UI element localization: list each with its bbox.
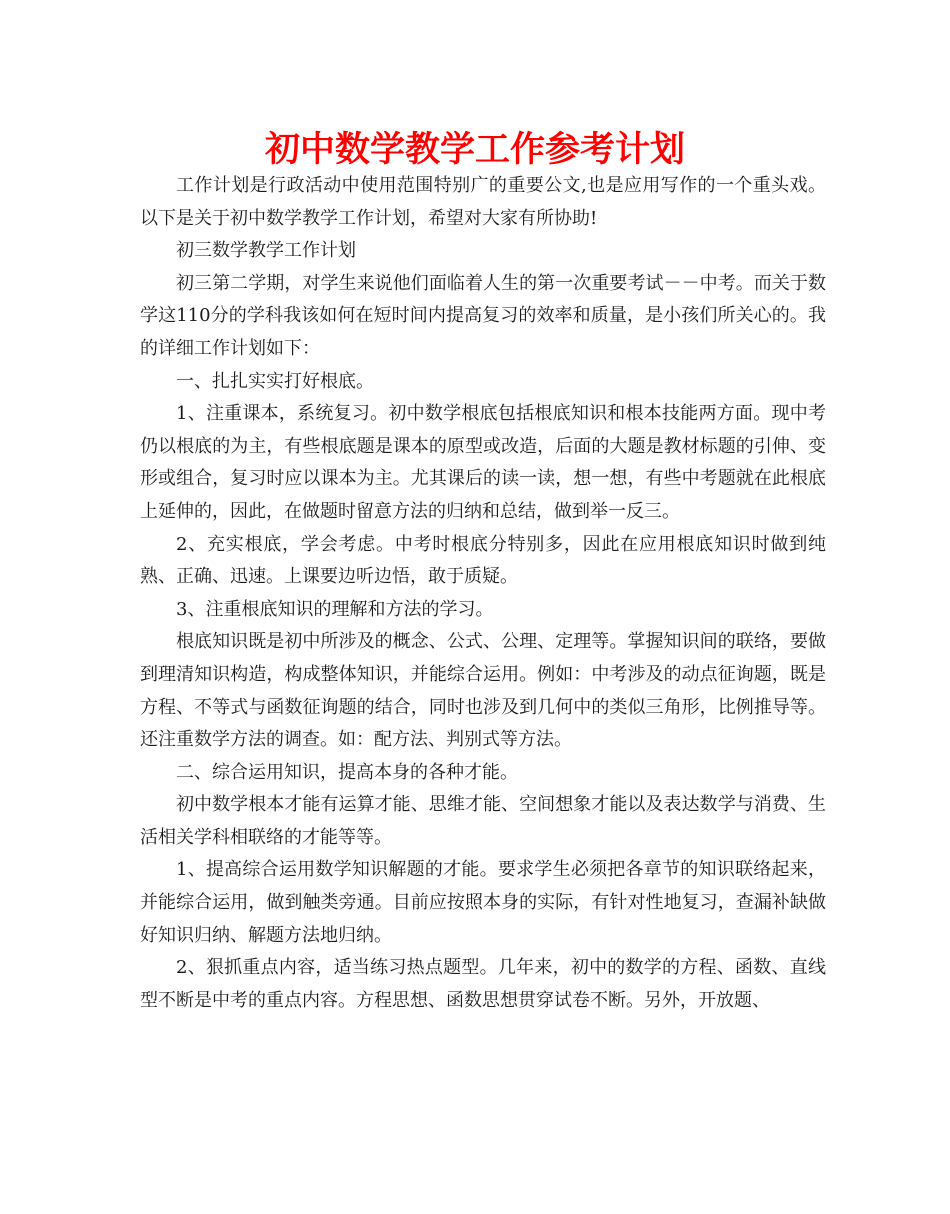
- paragraph-overview: 初三第二学期，对学生来说他们面临着人生的第一次重要考试－－中考。而关于数学这110分的学科我该如何在短时间内提高复习的效率和质量，是小孩们所关心的。我的详细工作计划如下：: [140, 272, 826, 359]
- paragraph-1-2: 2、充实根底，学会考虑。中考时根底分特别多，因此在应用根底知识时做到纯熟、正确、迅速。上课要边听边悟，敢于质疑。: [140, 533, 826, 588]
- section-heading-1: 一、扎扎实实打好根底。: [176, 370, 374, 392]
- document-body: [140, 170, 826, 1017]
- paragraph-1-1: 1、注重课本，系统复习。初中数学根底包括根底知识和根本技能两方面。现中考仍以根底的为主，有些根底题是课本的原型或改造，后面的大题是教材标题的引伸、变形或组合，复习时应以课本为主。尤其课后的读一读，想一想，有些中考题就在此根底上延伸的，因此，在做题时留意方法的归纳和总结，做到举一反三。: [140, 403, 826, 522]
- paragraph-2-2: 2、狠抓重点内容，适当练习热点题型。几年来，初中的数学的方程、函数、直线型不断是中考的重点内容。方程思想、函数思想贯穿试卷不断。另外，开放题、: [140, 957, 826, 1011]
- paragraph-2-intro: 初中数学根本才能有运算才能、思维才能、空间想象才能以及表达数学与消费、生活相关学科相联络的才能等等。: [140, 794, 826, 848]
- paragraph-2-1: 1、提高综合运用数学知识解题的才能。要求学生必须把各章节的知识联络起来，并能综合运用，做到触类旁通。目前应按照本身的实际，有针对性地复习，查漏补缺做好知识归纳、解题方法地归纳。: [140, 859, 826, 946]
- document-title: 初中数学教学工作参考计划: [264, 129, 685, 170]
- section-heading-2: 二、综合运用知识，提高本身的各种才能。: [176, 761, 518, 783]
- paragraph-1-3-detail: 根底知识既是初中所涉及的概念、公式、公理、定理等。掌握知识间的联络，要做到理清知识构造，构成整体知识，并能综合运用。例如：中考涉及的动点征询题，既是方程、不等式与函数征询题的结合，同时也涉及到几何中的类似三角形，比例推导等。还注重数学方法的调查。如：配方法、判别式等方法。: [140, 631, 826, 751]
- paragraph-intro: 工作计划是行政活动中使用范围特别广的重要公文,也是应用写作的一个重头戏。以下是关于初中数学教学工作计划，希望对大家有所协助!: [140, 175, 826, 229]
- paragraph-subtitle: 初三数学教学工作计划: [176, 240, 356, 262]
- paragraph-1-3: 3、注重根底知识的理解和方法的学习。: [176, 598, 494, 620]
